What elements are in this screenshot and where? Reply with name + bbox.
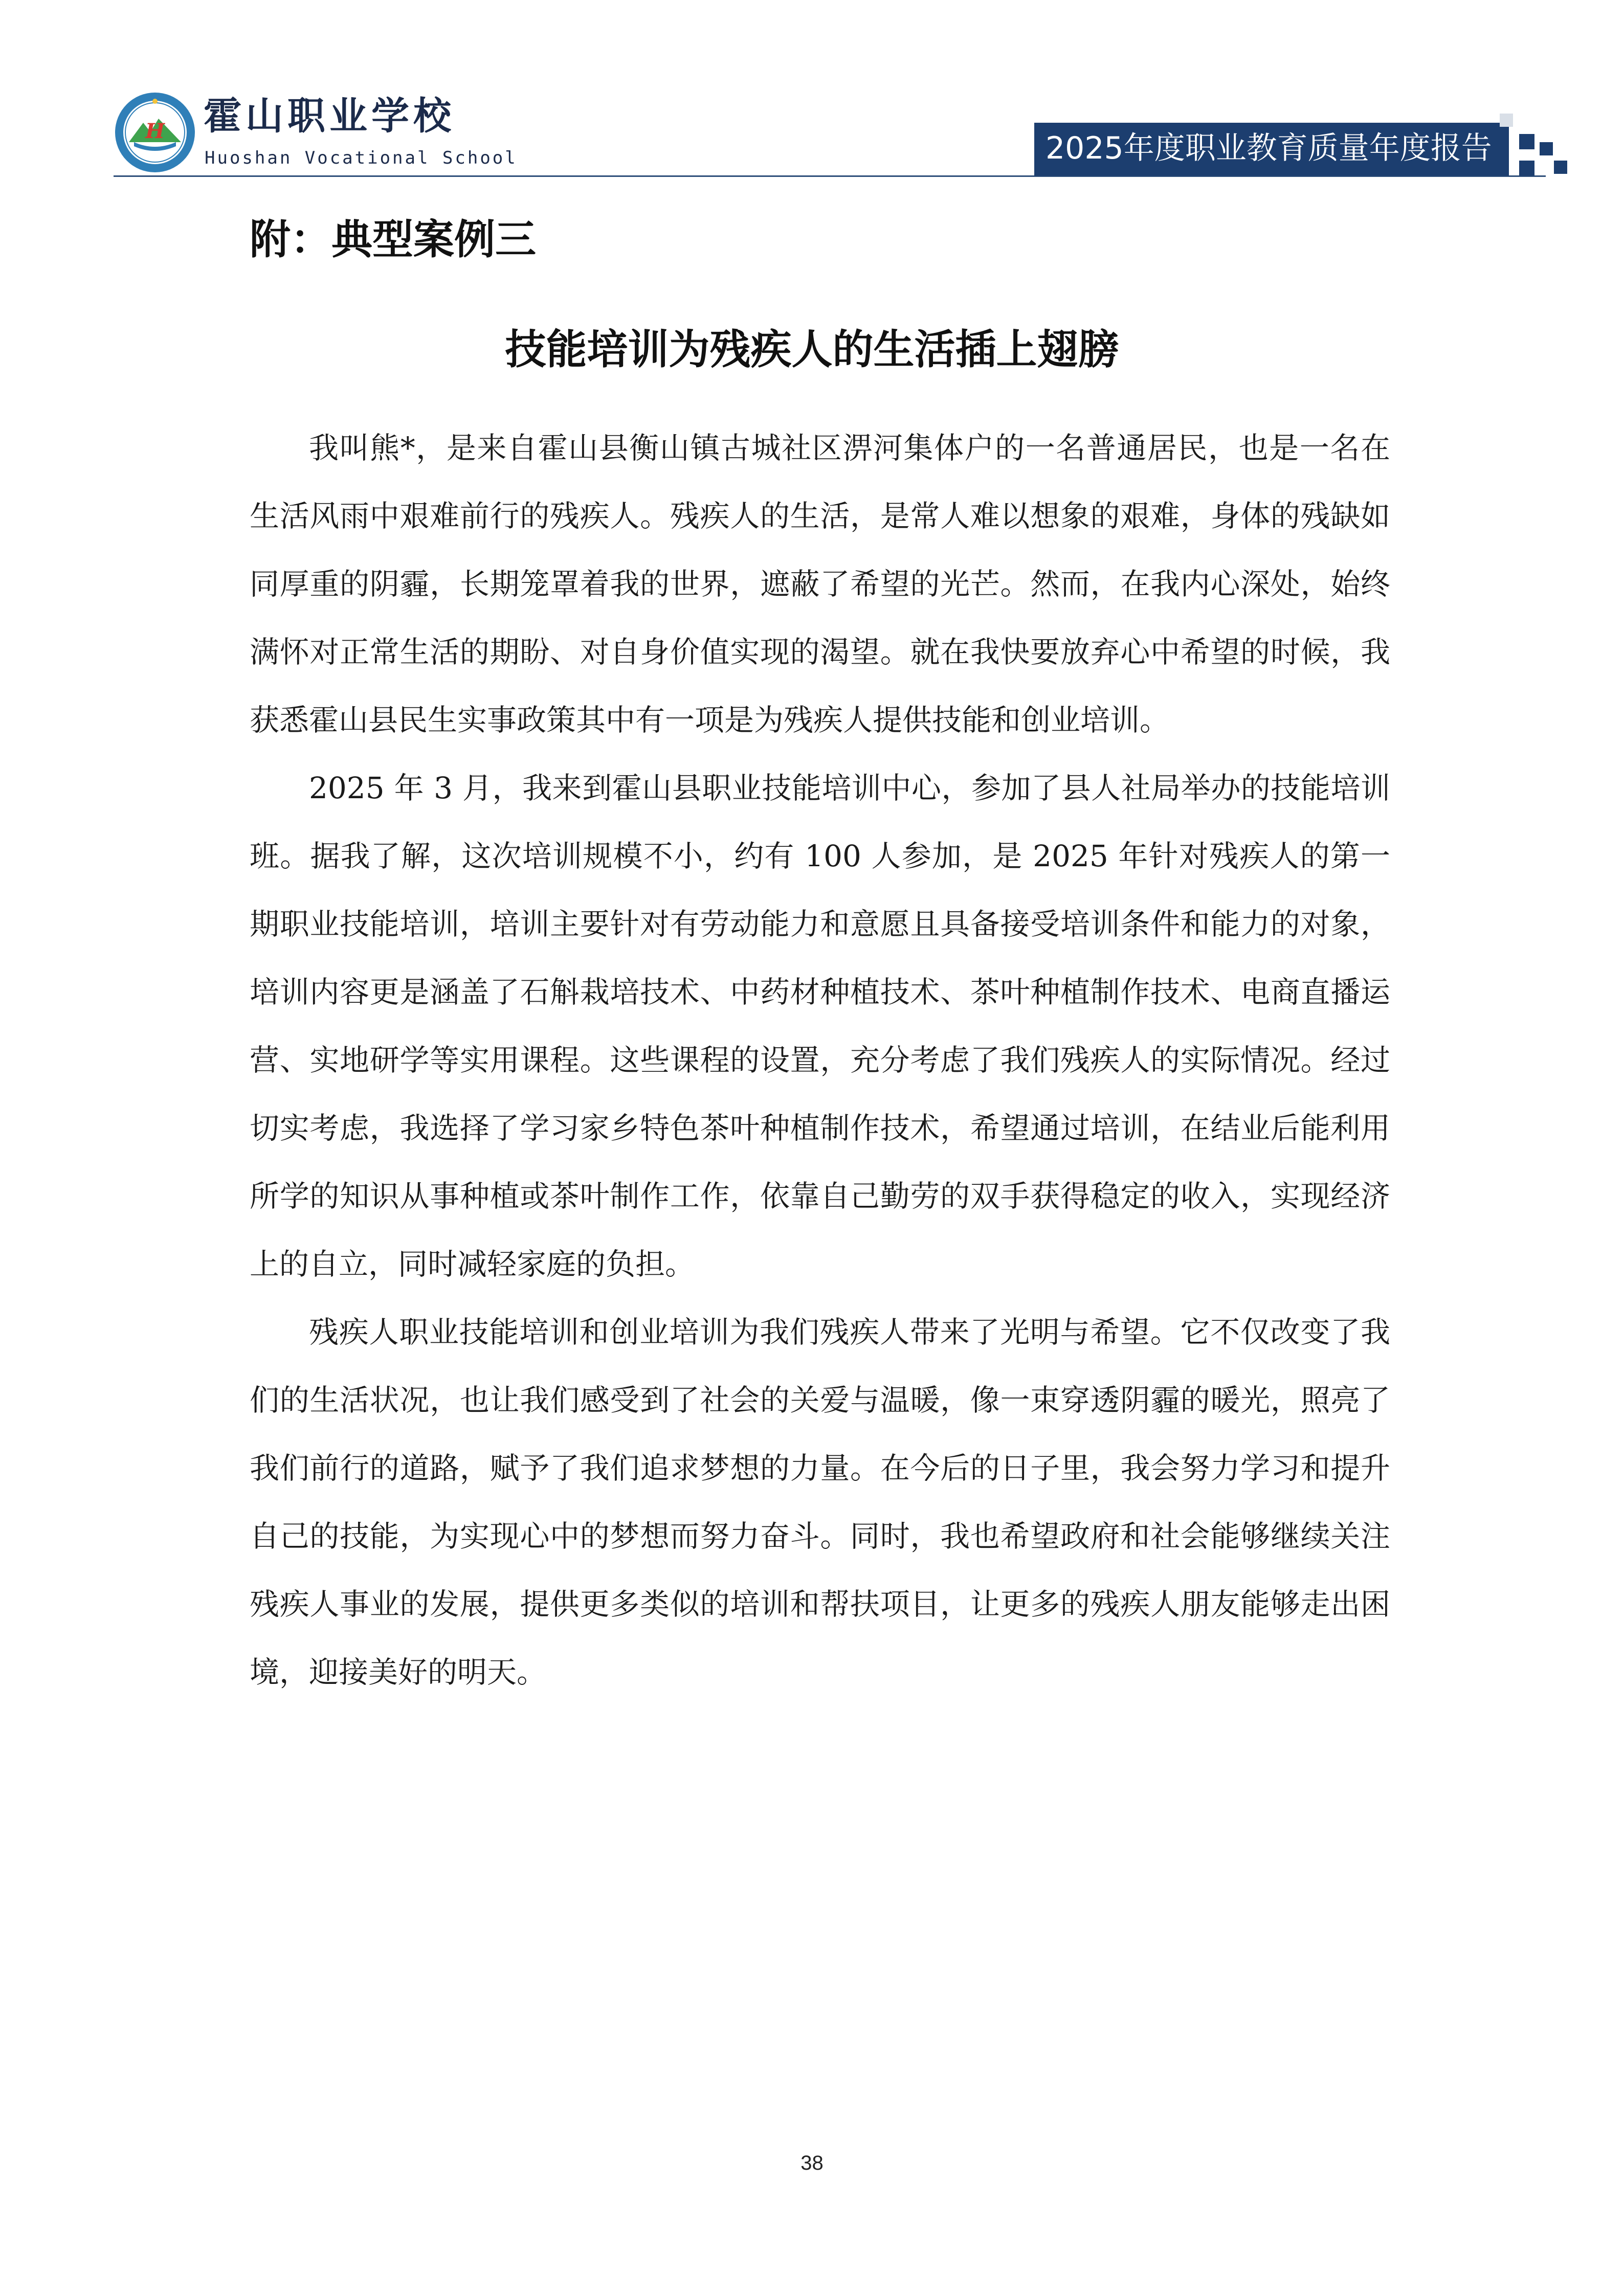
page-number: 38	[800, 2152, 824, 2174]
body-paragraph: 残疾人职业技能培训和创业培训为我们残疾人带来了光明与希望。它不仅改变了我们的生活状况，也让我们感受到了社会的关爱与温暖，像一束穿透阴霾的暖光，照亮了我们前行的道路，赋予了我们追求梦想的力量。在今后的日子里，我会努力学习和提升自己的技能，为实现心中的梦想而努力奋斗。同时，我也希望政府和社会能够继续关注残疾人事业的发展，提供更多类似的培训和帮扶项目，让更多的残疾人朋友能够走出困境，迎接美好的明天。	[250, 1315, 1390, 1690]
page-header	[0, 0, 1624, 184]
article-body	[250, 414, 1390, 1706]
school-name-en: Huoshan Vocational School	[205, 148, 518, 168]
body-paragraph: 2025 年 3 月，我来到霍山县职业技能培训中心，参加了县人社局举办的技能培训班。据我了解，这次培训规模不小，约有 100 人参加，是 2025 年针对残疾人的第一期职业技能培训，培训主要针对有劳动能力和意愿且具备接受培训条件和能力的对象，培训内容更是涵盖了石斛栽培技术、中药材种植技术、茶叶种植制作技术、电商直播运营、实地研学等实用课程。这些课程的设置，充分考虑了我们残疾人的实际情况。经过切实考虑，我选择了学习家乡特色茶叶种植制作技术，希望通过培训，在结业后能利用所学的知识从事种植或茶叶制作工作，依靠自己勤劳的双手获得稳定的收入，实现经济上的自立，同时减轻家庭的负担。	[250, 771, 1390, 1281]
school-emblem-icon	[114, 91, 196, 174]
appendix-heading: 附：典型案例三	[250, 216, 536, 263]
article-title: 技能培训为残疾人的生活插上翅膀	[505, 326, 1119, 373]
report-title: 2025年度职业教育质量年度报告	[1045, 130, 1492, 166]
decorative-squares-icon	[1499, 114, 1570, 185]
body-paragraph: 我叫熊*，是来自霍山县衡山镇古城社区淠河集体户的一名普通居民，也是一名在生活风雨中艰难前行的残疾人。残疾人的生活，是常人难以想象的艰难，身体的残缺如同厚重的阴霾，长期笼罩着我的世界，遮蔽了希望的光芒。然而，在我内心深处，始终满怀对正常生活的期盼、对自身价值实现的渴望。就在我快要放弃心中希望的时候，我获悉霍山县民生实事政策其中有一项是为残疾人提供技能和创业培训。	[250, 431, 1390, 737]
svg-text:H: H	[145, 119, 165, 143]
school-name-cn: 霍山职业学校	[204, 94, 455, 138]
